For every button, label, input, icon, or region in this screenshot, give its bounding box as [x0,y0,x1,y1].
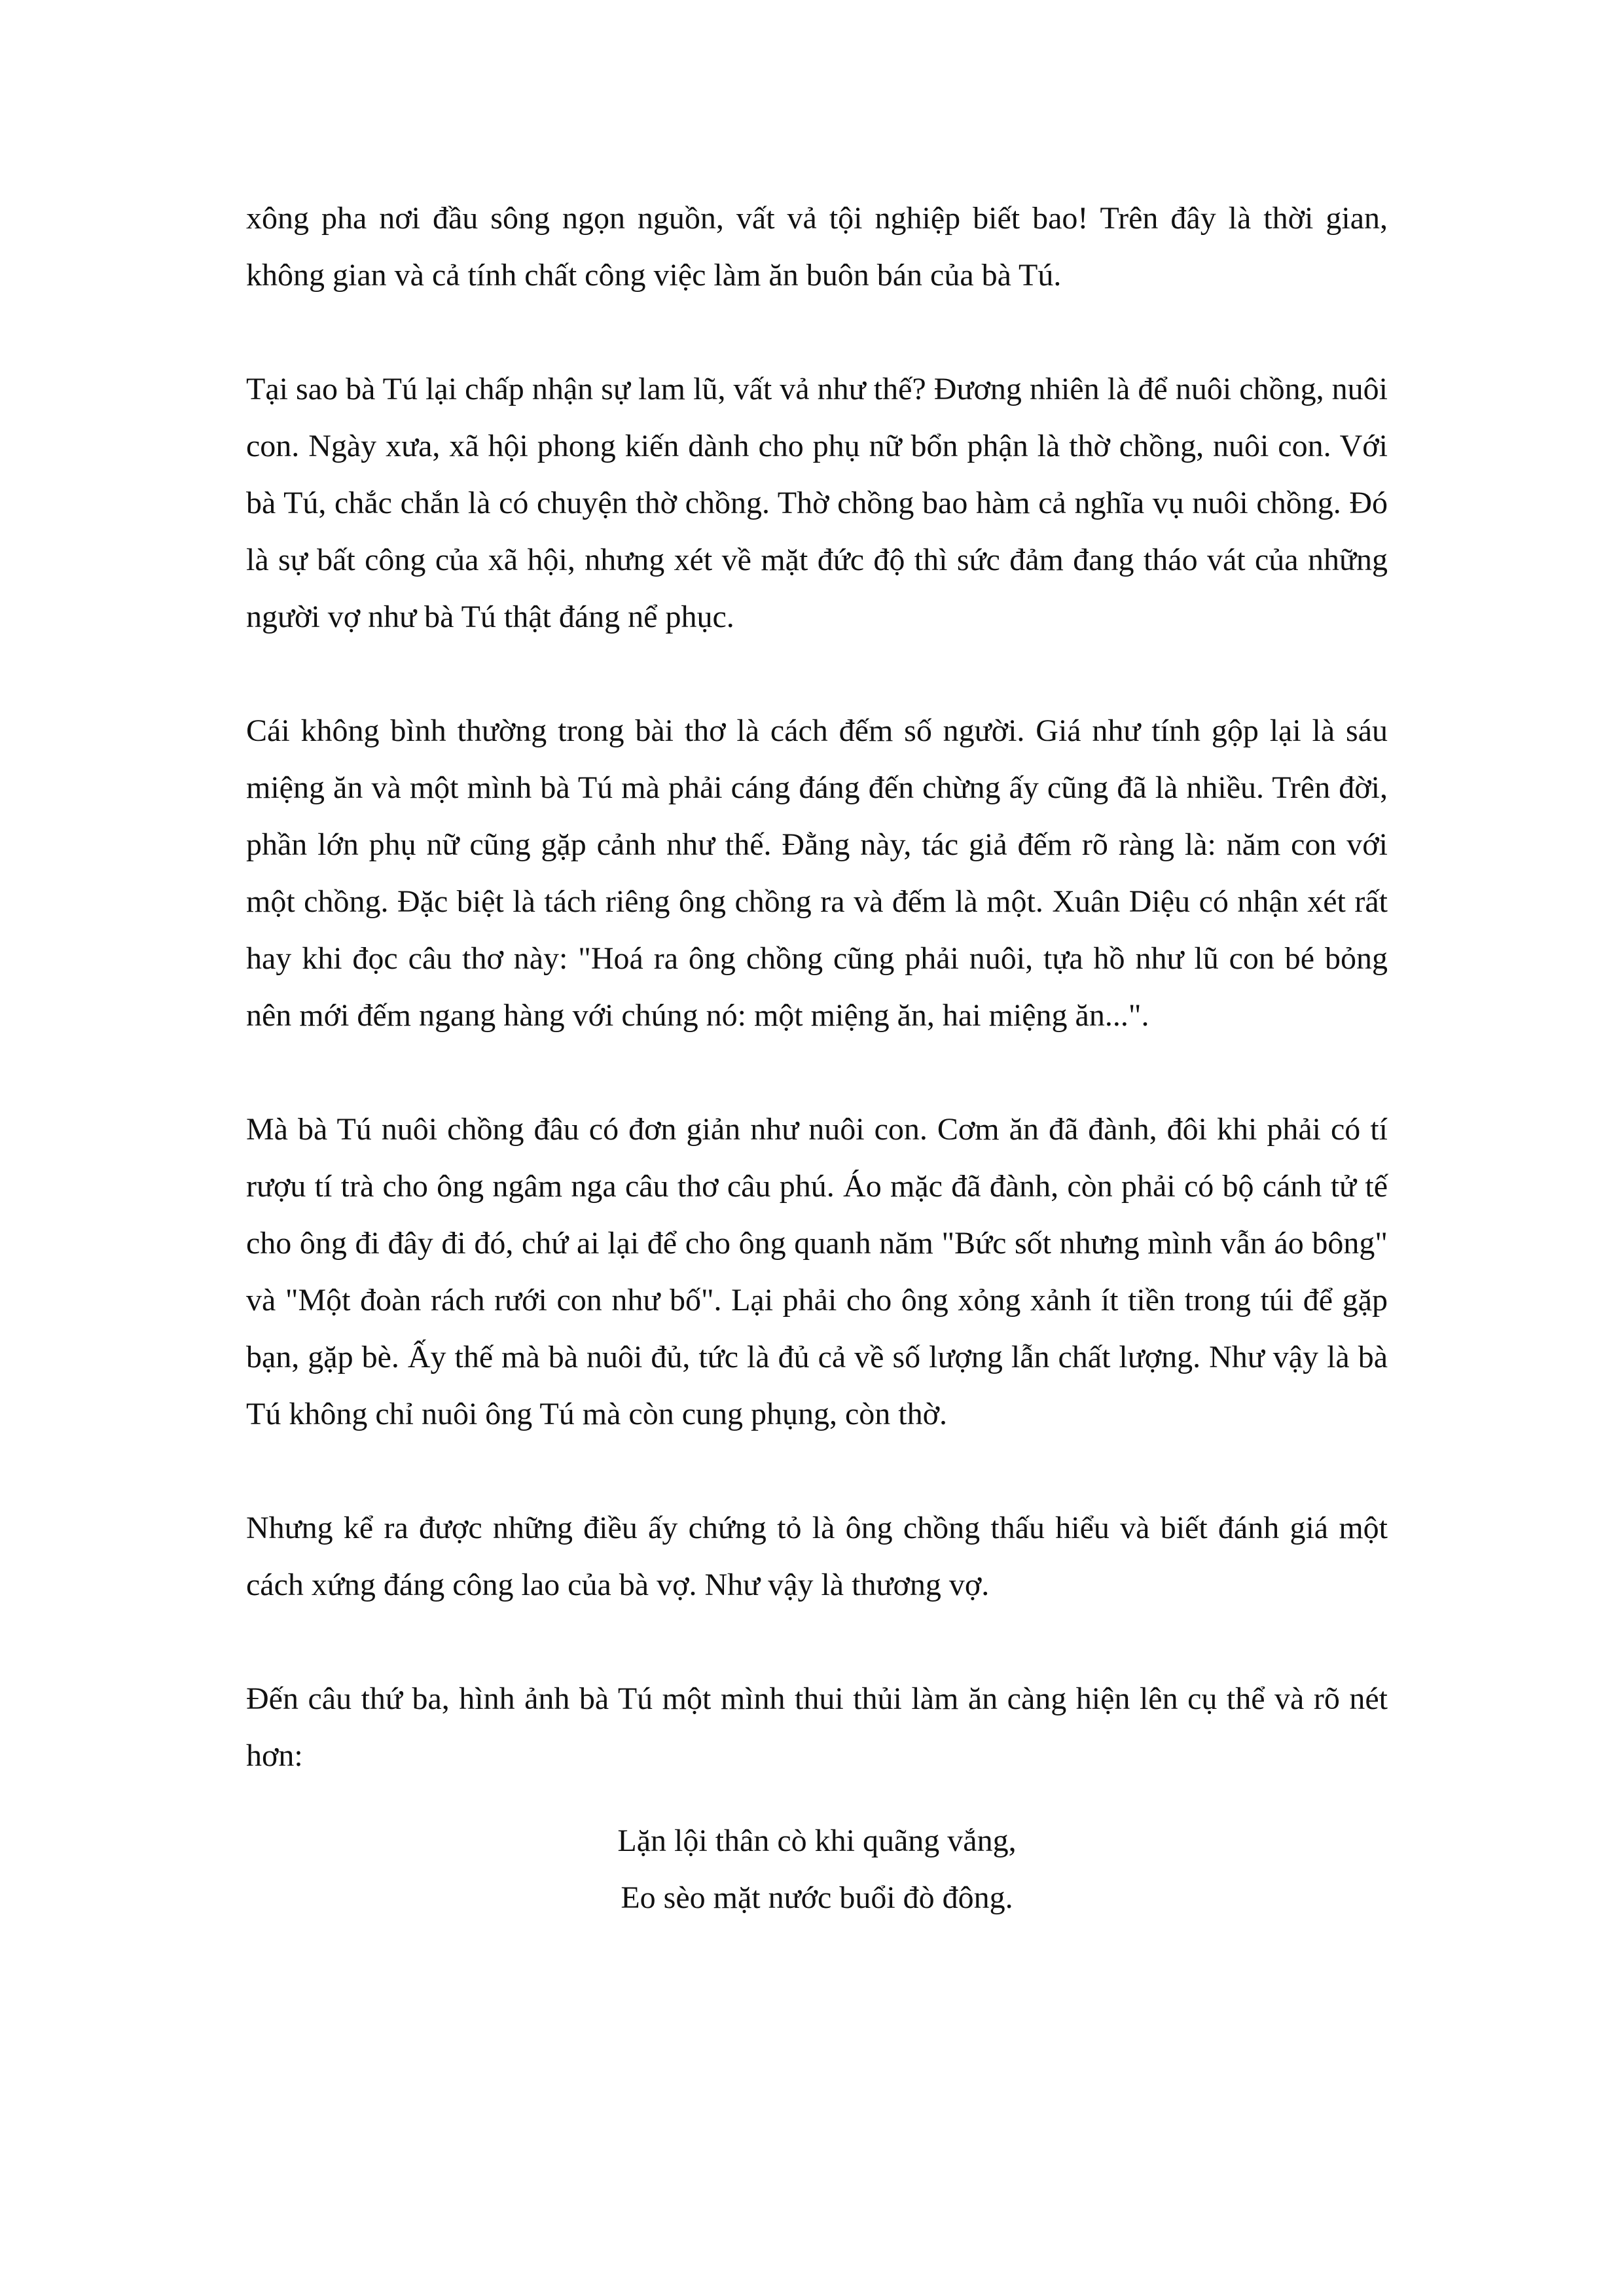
paragraph: Mà bà Tú nuôi chồng đâu có đơn giản như nuôi con. Cơm ăn đã đành, đôi khi phải có tí rượu tí trà cho ông ngâm nga câu thơ câu phú. Áo mặc đã đành, còn phải có bộ cánh tử tế cho ông đi đây đi đó, chứ ai lại để cho ông quanh năm "Bức sốt nhưng mình vẫn áo bông" và "Một đoàn rách rưới con như bố". Lại phải cho ông xỏng xảnh ít tiền trong túi để gặp bạn, gặp bè. Ấy thế mà bà nuôi đủ, tức là đủ cả về số lượng lẫn chất lượng. Như vậy là bà Tú không chỉ nuôi ông Tú mà còn cung phụng, còn thờ. [246,1112,1388,1431]
paragraph: xông pha nơi đầu sông ngọn nguồn, vất vả tội nghiệp biết bao! Trên đây là thời gian, không gian và cả tính chất công việc làm ăn buôn bán của bà Tú. [246,201,1388,293]
paragraph: Đến câu thứ ba, hình ảnh bà Tú một mình thui thủi làm ăn càng hiện lên cụ thể và rõ nét hơn: [246,1681,1388,1773]
document-body [246,190,1388,1926]
poem-line: Eo sèo mặt nước buổi đò đông. [621,1880,1013,1915]
paragraph: Nhưng kể ra được những điều ấy chứng tỏ là ông chồng thấu hiểu và biết đánh giá một cách xứng đáng công lao của bà vợ. Như vậy là thương vợ. [246,1511,1388,1602]
paragraph: Cái không bình thường trong bài thơ là cách đếm số người. Giá như tính gộp lại là sáu miệng ăn và một mình bà Tú mà phải cáng đáng đến chừng ấy cũng đã là nhiều. Trên đời, phần lớn phụ nữ cũng gặp cảnh như thế. Đằng này, tác giả đếm rõ ràng là: năm con với một chồng. Đặc biệt là tách riêng ông chồng ra và đếm là một. Xuân Diệu có nhận xét rất hay khi đọc câu thơ này: "Hoá ra ông chồng cũng phải nuôi, tựa hồ như lũ con bé bỏng nên mới đếm ngang hàng với chúng nó: một miệng ăn, hai miệng ăn...". [246,713,1388,1033]
poem-quote [246,1812,1388,1926]
poem-line: Lặn lội thân cò khi quãng vắng, [617,1823,1017,1858]
paragraph: Tại sao bà Tú lại chấp nhận sự lam lũ, vất vả như thế? Đương nhiên là để nuôi chồng, nuôi con. Ngày xưa, xã hội phong kiến dành cho phụ nữ bổn phận là thờ chồng, nuôi con. Với bà Tú, chắc chắn là có chuyện thờ chồng. Thờ chồng bao hàm cả nghĩa vụ nuôi chồng. Đó là sự bất công của xã hội, nhưng xét về mặt đức độ thì sức đảm đang tháo vát của những người vợ như bà Tú thật đáng nể phục. [246,372,1388,634]
